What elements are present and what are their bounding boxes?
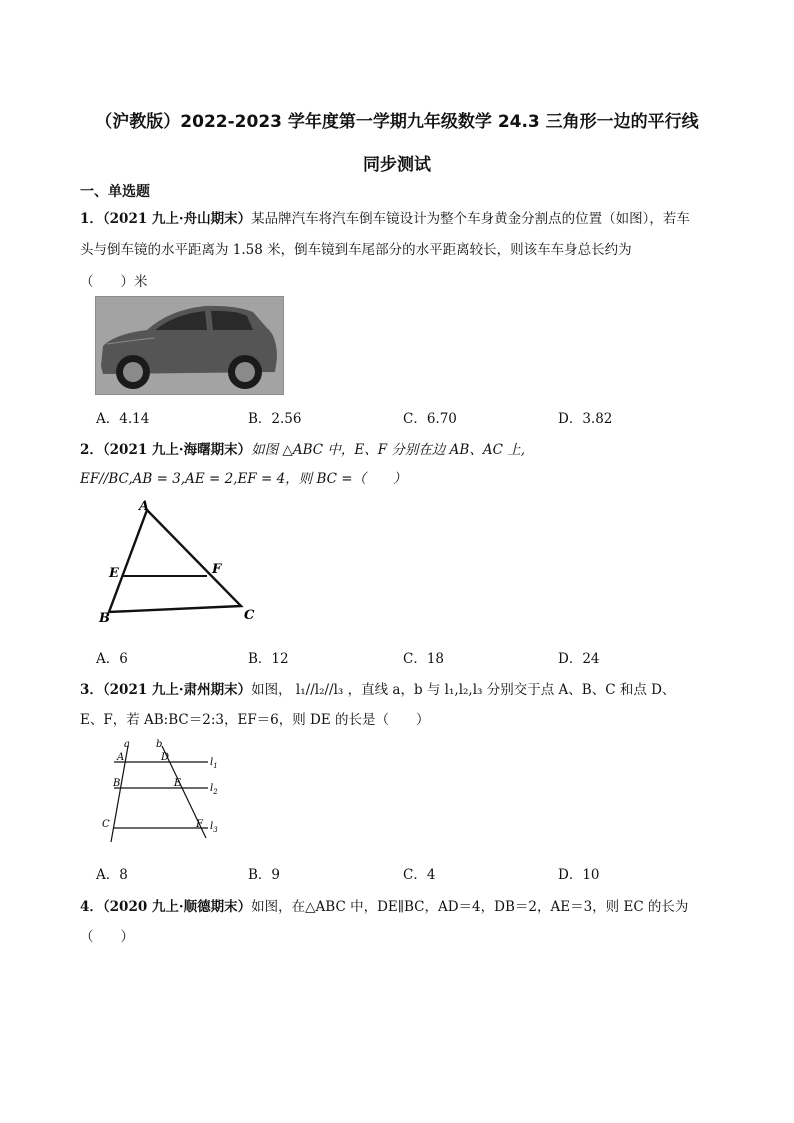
q4-source: （2020 九上·顺德期末） [102, 899, 252, 915]
fig3-label-a: A [117, 752, 125, 763]
fig2-label-b: B [99, 611, 110, 626]
q2-line1 [80, 438, 525, 458]
q3-text-1: 如图， l₁//l₂//l₃ ，直线 a，b 与 l₁,l₂,l₃ 分别交于点 A、B、C 和点 D、 [251, 682, 676, 698]
q3-option-b[interactable]: B．9 [248, 867, 281, 883]
triangle-abc-figure [95, 498, 265, 628]
q1-text-1: 某品牌汽车将汽车倒车镜设计为整个车身黄金分割点的位置（如图），若车 [251, 211, 690, 227]
q4-text-1: 如图，在△ABC 中，DE∥BC，AD＝4，DB＝2，AE＝3，则 EC 的长为 [251, 899, 689, 915]
q2-number: 2． [80, 442, 103, 458]
q4-number: 4． [80, 899, 103, 915]
q1-number: 1． [80, 211, 103, 227]
q1-line1 [80, 207, 690, 227]
q2-text-1: 如图 △ABC 中，E、F 分别在边 AB、AC 上, [251, 442, 525, 458]
q3-source: （2021 九上·肃州期末） [102, 682, 252, 698]
fig3-label-b-line: b [156, 739, 163, 750]
q1-option-d[interactable]: D．3.82 [558, 411, 613, 427]
fig2-label-e: E [109, 566, 119, 581]
q3-option-c[interactable]: C．4 [403, 867, 436, 883]
q3-number: 3． [80, 682, 103, 698]
fig2-label-f: F [212, 562, 222, 577]
q1-text-3: （ ）米 [80, 274, 148, 290]
q3-text-2: E、F，若 AB:BC＝2:3，EF＝6，则 DE 的长是（ ） [80, 712, 430, 728]
q1-option-b[interactable]: B．2.56 [248, 411, 302, 427]
document-title: （沪教版）2022-2023 学年度第一学期九年级数学 24.3 三角形一边的平行线 [95, 112, 699, 132]
fig3-label-d: D [161, 752, 170, 763]
car-image [95, 296, 284, 395]
q3-option-d[interactable]: D．10 [558, 867, 600, 883]
fig2-label-a: A [139, 499, 150, 514]
q2-text-2: EF//BC,AB = 3,AE = 2,EF = 4，则 BC =（ ） [80, 471, 407, 487]
fig3-label-e: E [174, 778, 182, 789]
fig3-label-l3: $l_3$ [210, 821, 218, 834]
fig3-label-a-line: a [124, 739, 130, 750]
fig3-label-b: B [113, 778, 121, 789]
q3-option-a[interactable]: A．8 [96, 867, 128, 883]
fig2-label-c: C [244, 608, 255, 623]
q2-source: （2021 九上·海曙期末） [102, 442, 252, 458]
section-heading: 一、单选题 [80, 184, 150, 200]
parallel-lines-figure [98, 738, 228, 843]
q1-option-c[interactable]: C．6.70 [403, 411, 457, 427]
q4-line1 [80, 895, 688, 915]
q4-text-2: （ ） [80, 929, 134, 945]
fig3-label-f: F [196, 819, 203, 830]
fig3-label-l2: $l_2$ [210, 783, 218, 796]
fig3-label-c: C [102, 819, 110, 830]
q3-line1 [80, 678, 675, 698]
q2-option-a[interactable]: A．6 [96, 651, 128, 667]
q2-option-b[interactable]: B．12 [248, 651, 289, 667]
document-subtitle: 同步测试 [363, 155, 431, 175]
fig3-label-l1: $l_1$ [210, 757, 218, 770]
q2-option-d[interactable]: D．24 [558, 651, 600, 667]
q1-option-a[interactable]: A．4.14 [96, 411, 150, 427]
q2-option-c[interactable]: C．18 [403, 651, 445, 667]
q1-text-2: 头与倒车镜的水平距离为 1.58 米，倒车镜到车尾部分的水平距离较长，则该车车身总长约为 [80, 242, 632, 258]
q1-source: （2021 九上·舟山期末） [102, 211, 252, 227]
